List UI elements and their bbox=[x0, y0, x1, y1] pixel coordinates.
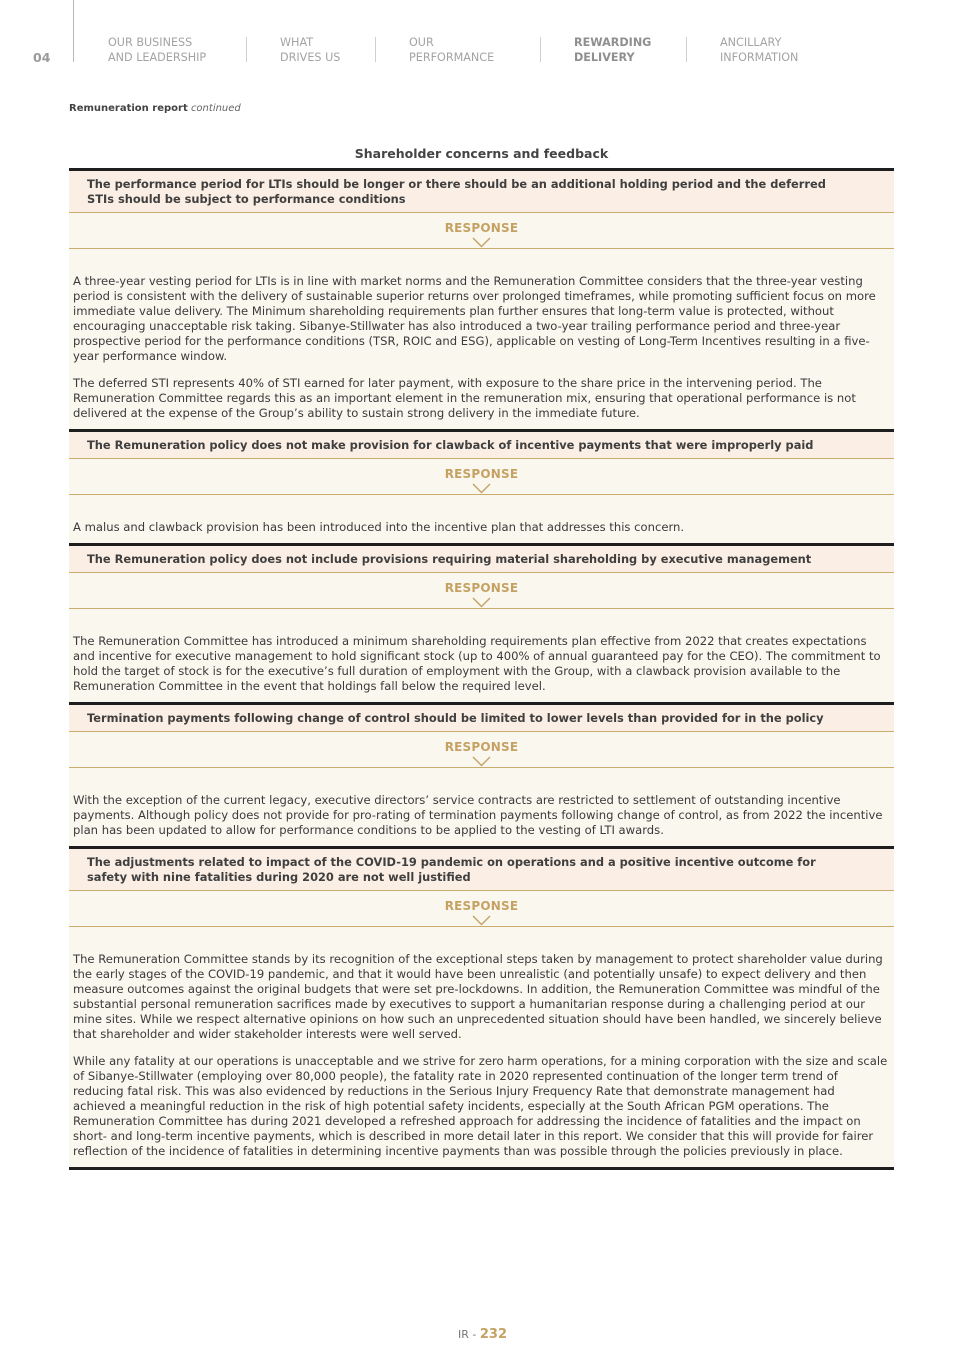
response-header bbox=[69, 891, 894, 927]
response-body bbox=[69, 609, 894, 702]
concern-block bbox=[69, 702, 894, 846]
chevron-down-icon bbox=[472, 237, 491, 248]
chevron-down-icon bbox=[472, 597, 491, 608]
response-label: RESPONSE bbox=[444, 899, 519, 913]
nav-item-our-business[interactable] bbox=[108, 35, 206, 65]
nav-item-line1: OUR BUSINESS bbox=[108, 36, 193, 49]
concern-heading: The performance period for LTIs should be longer or there should be an additional holding period and the deferred STIs should be subject to performance conditions bbox=[69, 168, 894, 213]
concern-block bbox=[69, 543, 894, 702]
response-paragraph: While any fatality at our operations is unacceptable and we strive for zero harm operations, for a mining corporation with the size and scale of Sibanye-Stillwater (employing over 80,000 people), the fatality rate in 2020 represented continuation of the longer term trend of reducing fatal risk. This was also evidenced by reductions in the Serious Injury Frequency Rate that demonstrate management had achieved a meaningful reduction in the risk of high potential safety incidents, especially at the South African PGM operations. The Remuneration Committee has during 2021 developed a refreshed approach for addressing the incidence of fatalities and the impact on short- and long-term incentive payments, which is described in more detail later in this report. We consider that this will provide for fairer reflection of the incidence of fatalities in determining incentive payments than was possible through the policies previously in place. bbox=[73, 1054, 888, 1158]
response-paragraph: A three-year vesting period for LTIs is in line with market norms and the Remuneration Committee considers that the three-year vesting period is consistent with the delivery of sustainable superior returns over prolonged timeframes, while promoting sufficient focus on more immediate value delivery. The Minimum shareholding requirements plan further ensures that long-term value is protected, without encouraging unacceptable risk taking. Sibanye-Stillwater has also introduced a two-year trailing performance period and three-year prospective period for the performance conditions (TSR, ROIC and ESG), applicable on vesting of Long-Term Incentives resulting in a five-year performance window. bbox=[73, 274, 876, 363]
response-paragraph: A malus and clawback provision has been introduced into the incentive plan that addresses this concern. bbox=[73, 520, 685, 534]
concerns-table bbox=[69, 168, 894, 1170]
chevron-down-icon bbox=[472, 756, 491, 767]
footer-prefix: IR - bbox=[458, 1328, 480, 1341]
nav-separator bbox=[246, 37, 247, 62]
response-header bbox=[69, 573, 894, 609]
response-paragraph: The deferred STI represents 40% of STI earned for later payment, with exposure to the share price in the intervening period. The Remuneration Committee regards this as an important element in the remuneration mix, ensuring that operational performance is not delivered at the expense of the Group’s ability to sustain strong delivery in the immediate future. bbox=[73, 376, 856, 420]
report-label bbox=[69, 103, 241, 114]
page-footer bbox=[0, 1327, 965, 1342]
nav-item-line1: WHAT bbox=[280, 36, 314, 49]
concern-heading: The adjustments related to impact of the COVID-19 pandemic on operations and a positive incentive outcome for safety with nine fatalities during 2020 are not well justified bbox=[69, 846, 894, 891]
nav-item-what-drives-us[interactable] bbox=[280, 35, 340, 65]
nav-item-line1: OUR bbox=[409, 36, 434, 49]
response-paragraph: With the exception of the current legacy, executive directors’ service contracts are restricted to settlement of outstanding incentive payments. Although policy does not provide for pro-rating of termination payments following change of control, as from 2022 the incentive plan has been updated to allow for performance conditions to be applied to the vesting of LTI awards. bbox=[73, 793, 883, 837]
response-body bbox=[69, 927, 894, 1167]
nav-item-line2: AND LEADERSHIP bbox=[108, 51, 207, 64]
section-title: Shareholder concerns and feedback bbox=[354, 146, 609, 161]
chevron-down-icon bbox=[472, 915, 491, 926]
section-nav bbox=[0, 35, 965, 67]
report-label-continued: continued bbox=[190, 103, 241, 114]
response-paragraph: The Remuneration Committee has introduced a minimum shareholding requirements plan effective from 2022 that creates expectations and incentive for executive management to hold significant stock (up to 400% of annual guaranteed pay for the CEO). The commitment to hold the target of stock is for the executive’s full duration of employment with the Group, with a clawback provision available to the Remuneration Committee in the event that holdings fall below the required level. bbox=[73, 634, 881, 693]
nav-item-line2: INFORMATION bbox=[720, 51, 799, 64]
response-header bbox=[69, 459, 894, 495]
concern-block bbox=[69, 429, 894, 543]
response-header bbox=[69, 732, 894, 768]
response-paragraph: The Remuneration Committee stands by its recognition of the exceptional steps taken by management to protect shareholder value during the early stages of the COVID-19 pandemic, and that it would have been unrealistic (and potentially unsafe) to expect delivery and then measure outcomes against the original budgets that were set pre-lockdowns. In addition, the Remuneration Committee was mindful of the substantial personal remuneration sacrifices made by executives to support a humanitarian response during a challenging period at our mine sites. While we respect alternative opinions on how such an unprecedented situation should have been handled, we sincerely believe that shareholder and wider stakeholder interests were well served. bbox=[73, 952, 883, 1041]
concern-block bbox=[69, 168, 894, 429]
response-label: RESPONSE bbox=[444, 740, 519, 754]
nav-item-line1: REWARDING bbox=[574, 36, 652, 49]
report-label-title: Remuneration report bbox=[69, 103, 188, 114]
nav-separator bbox=[375, 37, 376, 62]
nav-item-line2: DELIVERY bbox=[574, 51, 635, 64]
nav-item-our-performance[interactable] bbox=[409, 35, 494, 65]
footer-page-number: 232 bbox=[479, 1327, 507, 1342]
nav-separator bbox=[686, 37, 687, 62]
nav-item-line2: PERFORMANCE bbox=[409, 51, 495, 64]
concern-heading: The Remuneration policy does not make provision for clawback of incentive payments that were improperly paid bbox=[69, 429, 894, 459]
response-label: RESPONSE bbox=[444, 221, 519, 235]
concern-block bbox=[69, 846, 894, 1167]
chevron-down-icon bbox=[472, 483, 491, 494]
nav-item-line2: DRIVES US bbox=[280, 51, 341, 64]
response-header bbox=[69, 213, 894, 249]
nav-item-line1: ANCILLARY bbox=[720, 36, 782, 49]
response-body bbox=[69, 249, 894, 429]
concern-heading: The Remuneration policy does not include provisions requiring material shareholding by executive management bbox=[69, 543, 894, 573]
response-label: RESPONSE bbox=[444, 467, 519, 481]
response-label: RESPONSE bbox=[444, 581, 519, 595]
nav-separator bbox=[540, 37, 541, 62]
nav-item-ancillary-information[interactable] bbox=[720, 35, 798, 65]
response-body bbox=[69, 495, 894, 543]
nav-item-rewarding-delivery[interactable] bbox=[574, 35, 651, 65]
concern-heading: Termination payments following change of control should be limited to lower levels than provided for in the policy bbox=[69, 702, 894, 732]
response-body bbox=[69, 768, 894, 846]
page-number: 04 bbox=[33, 50, 51, 65]
